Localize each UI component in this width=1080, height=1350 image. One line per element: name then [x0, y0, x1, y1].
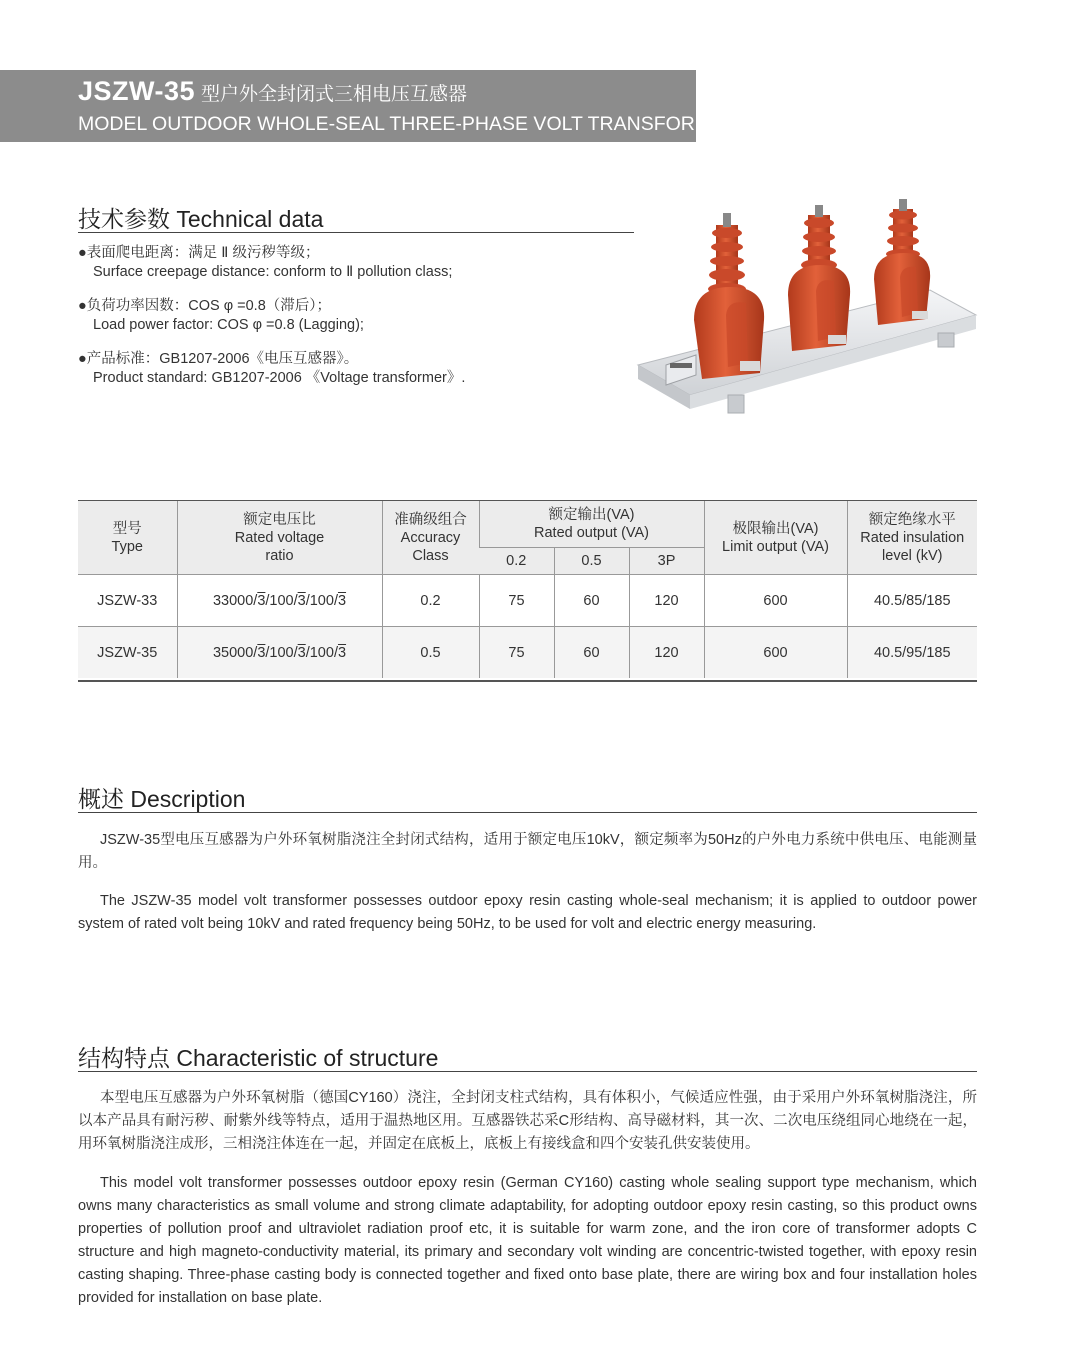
header-output-05: 0.5 [554, 548, 629, 575]
spec-cn: ●表面爬电距离：满足 Ⅱ 级污秽等级； [78, 245, 320, 261]
header-limit: 极限输出(VA) Limit output (VA) [704, 501, 847, 575]
structure-cn: 本型电压互感器为户外环氧树脂（德国CY160）浇注，全封闭支柱式结构，具有体积小，气候适应性强，由于采用户外环氧树脂浇注，所 以本产品具有耐污秽、耐紫外线等特点，适用于温热地区用。互感器铁芯采C形结构、高导磁材料，其一次、二次电压绕组同心地绕在一起， 用环氧树脂浇注成形，三相浇注体连在一起，并固定在底板上，底板上有接线盒和四个安装孔供安装使用。 [78, 1090, 977, 1152]
cell-accuracy: 0.2 [382, 575, 479, 627]
structure-heading: 结构特点 Characteristic of structure [78, 1045, 439, 1071]
spec-en: Product standard: GB1207-2006 《Voltage transformer》. [93, 370, 466, 386]
header-accuracy: 准确级组合 Accuracy Class [382, 501, 479, 575]
structure-en: This model volt transformer possesses outdoor epoxy resin (German CY160) casting whole sealing support type mechanism, which owns many characteristics as small volume and strong climate adaptability, for adopting outdoor epoxy resin casting, so this product owns properties of pollution proof and ultraviolet radiation proof etc, it is suitable for warm zone, and the iron core of transformer adopts C structure and high magneto-conductivity material, its primary and secondary volt winding are concentric-twisted together, with epoxy resin casting shaping. Three-phase casting body is connected together and fixed onto base plate, there are wiring box and four installation holes provided for installation on base plate. [78, 1175, 977, 1306]
header-ratio: 额定电压比 Rated voltage ratio [177, 501, 382, 575]
technical-rule [78, 232, 634, 233]
cell-ratio: 35000/3/100/3/100/3 [177, 627, 382, 679]
cell-limit: 600 [704, 627, 847, 679]
spec-item [78, 350, 465, 388]
table-row [78, 627, 977, 679]
cell-accuracy: 0.5 [382, 627, 479, 679]
cell-output-02: 75 [479, 627, 554, 679]
spec-en: Surface creepage distance: conform to Ⅱ pollution class; [93, 264, 453, 280]
structure-rule [78, 1071, 977, 1072]
cell-type: JSZW-33 [78, 575, 177, 627]
header-insulation: 额定绝缘水平 Rated insulation level (kV) [847, 501, 977, 575]
header-type: 型号 Type [78, 501, 177, 575]
description-heading: 概述 Description [78, 786, 246, 812]
cell-type: JSZW-35 [78, 627, 177, 679]
cell-limit: 600 [704, 575, 847, 627]
table-bottom-rule [78, 680, 977, 682]
model-name: JSZW-35 [78, 76, 195, 106]
cell-insulation: 40.5/85/185 [847, 575, 977, 627]
cell-output-3p: 120 [629, 627, 704, 679]
description-cn: JSZW-35型电压互感器为户外环氧树脂浇注全封闭式结构，适用于额定电压10kV，额定频率为50Hz的户外电力系统中供电压、电能测量 用。 [78, 832, 977, 871]
cell-output-05: 60 [554, 627, 629, 679]
spec-item [78, 244, 452, 282]
spec-en: Load power factor: COS φ =0.8 (Lagging); [93, 317, 364, 333]
table-row [78, 575, 977, 627]
technical-heading: 技术参数 Technical data [78, 206, 324, 232]
header-output-02: 0.2 [479, 548, 554, 575]
cell-output-3p: 120 [629, 575, 704, 627]
cell-insulation: 40.5/95/185 [847, 627, 977, 679]
description-en: The JSZW-35 model volt transformer possesses outdoor epoxy resin casting whole-seal mechanism; it is applied to outdoor power system of rated volt being 10kV and rated frequency being 50Hz, to be used for volt and electric energy measuring. [78, 893, 977, 932]
spec-table [78, 501, 977, 678]
header-output: 额定输出(VA) Rated output (VA) [479, 501, 704, 548]
title-en: MODEL OUTDOOR WHOLE-SEAL THREE-PHASE VOLT TRANSFORMER [78, 113, 739, 135]
page-title [78, 76, 467, 107]
spec-item [78, 297, 364, 335]
cell-output-02: 75 [479, 575, 554, 627]
header-output-3p: 3P [629, 548, 704, 575]
title-cn: 型户外全封闭式三相电压互感器 [200, 84, 467, 105]
product-image [630, 195, 980, 425]
cell-ratio: 33000/3/100/3/100/3 [177, 575, 382, 627]
spec-cn: ●产品标准：GB1207-2006《电压互感器》。 [78, 351, 359, 367]
spec-cn: ●负荷功率因数：COS φ =0.8（滞后）； [78, 298, 332, 314]
cell-output-05: 60 [554, 575, 629, 627]
description-rule [78, 812, 977, 813]
